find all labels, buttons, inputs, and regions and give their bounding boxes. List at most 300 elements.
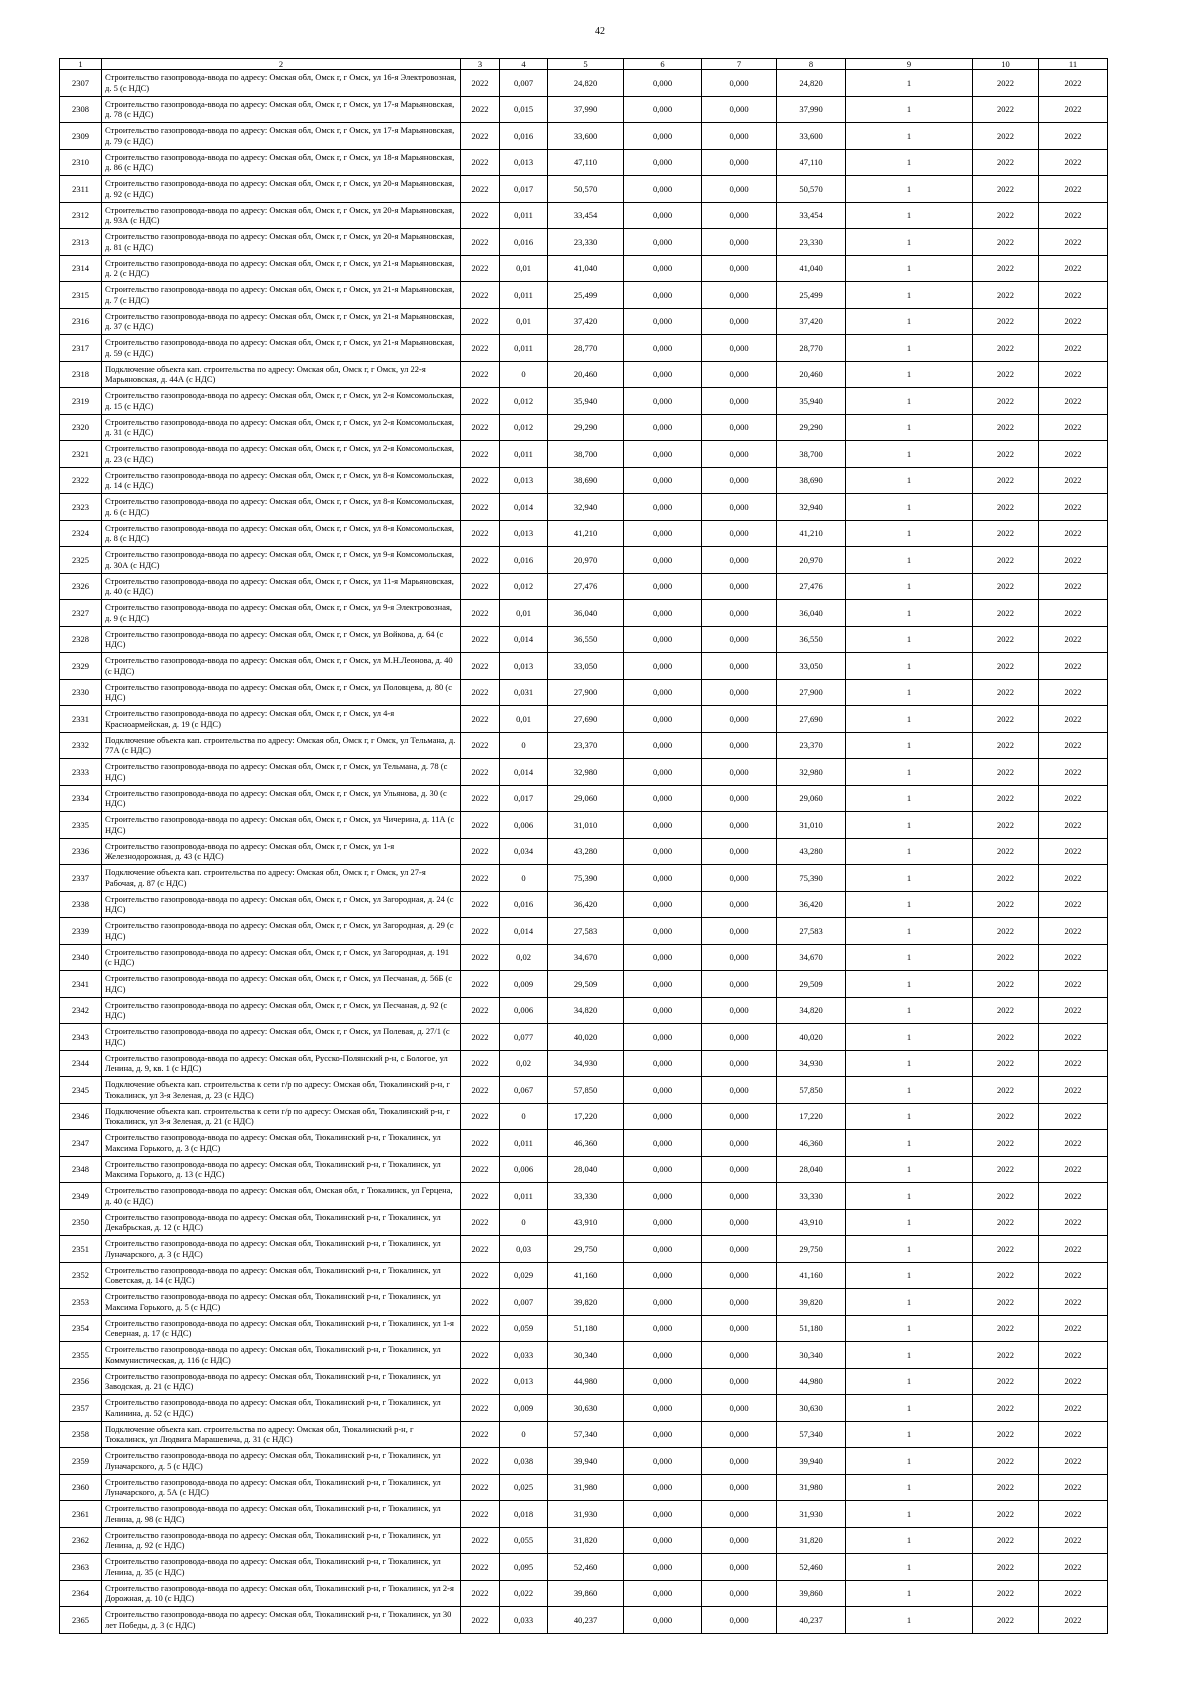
- value-cell: 0,000: [702, 573, 777, 600]
- value-cell: 23,330: [548, 229, 624, 256]
- project-name-cell: Строительство газопровода-ввода по адресу: Омская обл, Омск г, г Омск, ул 8-я Комсомольская, д. 6 (с НДС): [102, 494, 461, 521]
- value-cell: 1: [846, 971, 973, 998]
- row-number-cell: 2317: [60, 335, 102, 362]
- value-cell: 2022: [461, 1289, 500, 1316]
- value-cell: 0,000: [624, 1024, 702, 1051]
- value-cell: 0,000: [624, 679, 702, 706]
- table-row: [60, 520, 1108, 547]
- table-row: [60, 494, 1108, 521]
- value-cell: 2022: [461, 1554, 500, 1581]
- value-cell: 41,210: [777, 520, 846, 547]
- project-name-cell: Подключение объекта кап. строительства по адресу: Омская обл, Омск г, г Омск, ул 27-я Рабочая, д. 87 (с НДС): [102, 865, 461, 892]
- value-cell: 24,820: [548, 70, 624, 97]
- value-cell: 1: [846, 335, 973, 362]
- value-cell: 2022: [1039, 1077, 1108, 1104]
- value-cell: 2022: [973, 1554, 1039, 1581]
- table-row: [60, 944, 1108, 971]
- value-cell: 0,000: [624, 944, 702, 971]
- value-cell: 2022: [973, 361, 1039, 388]
- value-cell: 2022: [973, 1262, 1039, 1289]
- value-cell: 2022: [1039, 202, 1108, 229]
- value-cell: 31,010: [777, 812, 846, 839]
- value-cell: 29,290: [777, 414, 846, 441]
- value-cell: 0,009: [500, 1395, 548, 1422]
- row-number-cell: 2345: [60, 1077, 102, 1104]
- value-cell: 1: [846, 838, 973, 865]
- value-cell: 0,000: [624, 1183, 702, 1210]
- value-cell: 40,237: [777, 1607, 846, 1634]
- value-cell: 41,160: [777, 1262, 846, 1289]
- value-cell: 0: [500, 1209, 548, 1236]
- value-cell: 0,01: [500, 308, 548, 335]
- value-cell: 23,330: [777, 229, 846, 256]
- value-cell: 0,000: [702, 838, 777, 865]
- row-number-cell: 2357: [60, 1395, 102, 1422]
- value-cell: 2022: [461, 759, 500, 786]
- value-cell: 0,006: [500, 997, 548, 1024]
- row-number-cell: 2360: [60, 1474, 102, 1501]
- row-number-cell: 2326: [60, 573, 102, 600]
- value-cell: 2022: [1039, 1580, 1108, 1607]
- row-number-cell: 2348: [60, 1156, 102, 1183]
- table-row: [60, 1474, 1108, 1501]
- table-row: [60, 149, 1108, 176]
- project-name-cell: Строительство газопровода-ввода по адресу: Омская обл, Омск г, г Омск, ул Загородная, д. 24 (с НДС): [102, 891, 461, 918]
- value-cell: 2022: [973, 1607, 1039, 1634]
- row-number-cell: 2347: [60, 1130, 102, 1157]
- value-cell: 2022: [461, 414, 500, 441]
- project-name-cell: Строительство газопровода-ввода по адресу: Омская обл, Омск г, г Омск, ул 2-я Комсомольская, д. 23 (с НДС): [102, 441, 461, 468]
- row-number-cell: 2355: [60, 1342, 102, 1369]
- project-name-cell: Строительство газопровода-ввода по адресу: Омская обл, Тюкалинский р-н, г Тюкалинск, ул Ленина, д. 98 (с НДС): [102, 1501, 461, 1528]
- value-cell: 0,000: [702, 1209, 777, 1236]
- value-cell: 1: [846, 918, 973, 945]
- value-cell: 0,014: [500, 918, 548, 945]
- row-number-cell: 2359: [60, 1448, 102, 1475]
- value-cell: 0,000: [702, 812, 777, 839]
- value-cell: 1: [846, 706, 973, 733]
- row-number-cell: 2363: [60, 1554, 102, 1581]
- value-cell: 2022: [461, 361, 500, 388]
- value-cell: 0,000: [702, 1501, 777, 1528]
- value-cell: 2022: [461, 335, 500, 362]
- value-cell: 1: [846, 1421, 973, 1448]
- row-number-cell: 2337: [60, 865, 102, 892]
- value-cell: 57,850: [548, 1077, 624, 1104]
- table-row: [60, 467, 1108, 494]
- row-number-cell: 2321: [60, 441, 102, 468]
- value-cell: 1: [846, 997, 973, 1024]
- value-cell: 2022: [1039, 1156, 1108, 1183]
- value-cell: 2022: [973, 414, 1039, 441]
- value-cell: 0,000: [702, 1156, 777, 1183]
- value-cell: 0,000: [702, 1315, 777, 1342]
- value-cell: 31,820: [548, 1527, 624, 1554]
- value-cell: 1: [846, 1156, 973, 1183]
- value-cell: 2022: [1039, 1607, 1108, 1634]
- value-cell: 2022: [973, 1077, 1039, 1104]
- value-cell: 2022: [973, 1368, 1039, 1395]
- value-cell: 2022: [1039, 706, 1108, 733]
- table-row: [60, 1156, 1108, 1183]
- value-cell: 1: [846, 123, 973, 150]
- value-cell: 0,000: [624, 732, 702, 759]
- value-cell: 2022: [461, 1130, 500, 1157]
- value-cell: 0,000: [702, 1183, 777, 1210]
- value-cell: 0,000: [624, 1342, 702, 1369]
- value-cell: 2022: [1039, 308, 1108, 335]
- table-row: [60, 653, 1108, 680]
- project-name-cell: Подключение объекта кап. строительства по адресу: Омская обл, Тюкалинский р-н, г Тюкалинск, ул Людвига Марашевича, д. 31 (с НДС): [102, 1421, 461, 1448]
- value-cell: 28,040: [777, 1156, 846, 1183]
- value-cell: 0,000: [702, 282, 777, 309]
- table-row: [60, 255, 1108, 282]
- value-cell: 2022: [973, 1103, 1039, 1130]
- project-name-cell: Подключение объекта кап. строительства по адресу: Омская обл, Омск г, г Омск, ул Тельмана, д. 77А (с НДС): [102, 732, 461, 759]
- column-number-header: 8: [777, 59, 846, 70]
- value-cell: 2022: [973, 1209, 1039, 1236]
- project-name-cell: Строительство газопровода-ввода по адресу: Омская обл, Омск г, г Омск, ул 20-я Марьяновская, д. 92 (с НДС): [102, 176, 461, 203]
- value-cell: 1: [846, 1103, 973, 1130]
- table-row: [60, 600, 1108, 627]
- value-cell: 2022: [461, 1262, 500, 1289]
- value-cell: 0,067: [500, 1077, 548, 1104]
- value-cell: 2022: [1039, 123, 1108, 150]
- value-cell: 0,031: [500, 679, 548, 706]
- value-cell: 27,690: [548, 706, 624, 733]
- value-cell: 1: [846, 388, 973, 415]
- value-cell: 2022: [1039, 918, 1108, 945]
- value-cell: 1: [846, 1554, 973, 1581]
- value-cell: 2022: [461, 891, 500, 918]
- value-cell: 0,013: [500, 520, 548, 547]
- table-row: [60, 812, 1108, 839]
- value-cell: 2022: [973, 1236, 1039, 1263]
- value-cell: 1: [846, 1050, 973, 1077]
- value-cell: 2022: [973, 1501, 1039, 1528]
- value-cell: 2022: [461, 1342, 500, 1369]
- value-cell: 0,000: [624, 1395, 702, 1422]
- table-row: [60, 732, 1108, 759]
- value-cell: 2022: [973, 1395, 1039, 1422]
- value-cell: 1: [846, 1315, 973, 1342]
- value-cell: 50,570: [548, 176, 624, 203]
- project-name-cell: Строительство газопровода-ввода по адресу: Омская обл, Тюкалинский р-н, г Тюкалинск, ул 1-я Северная, д. 17 (с НДС): [102, 1315, 461, 1342]
- value-cell: 2022: [1039, 441, 1108, 468]
- value-cell: 0,000: [702, 520, 777, 547]
- value-cell: 2022: [973, 149, 1039, 176]
- value-cell: 1: [846, 1580, 973, 1607]
- value-cell: 0,000: [702, 1236, 777, 1263]
- value-cell: 36,420: [548, 891, 624, 918]
- value-cell: 0: [500, 1421, 548, 1448]
- value-cell: 0,000: [624, 1421, 702, 1448]
- value-cell: 47,110: [777, 149, 846, 176]
- value-cell: 1: [846, 441, 973, 468]
- value-cell: 0,000: [702, 308, 777, 335]
- value-cell: 0,033: [500, 1342, 548, 1369]
- value-cell: 0,016: [500, 547, 548, 574]
- value-cell: 29,750: [548, 1236, 624, 1263]
- project-name-cell: Строительство газопровода-ввода по адресу: Омская обл, Омск г, г Омск, ул Тельмана, д. 78 (с НДС): [102, 759, 461, 786]
- value-cell: 2022: [973, 335, 1039, 362]
- project-name-cell: Строительство газопровода-ввода по адресу: Омская обл, Омск г, г Омск, ул 9-я Комсомольская, д. 30А (с НДС): [102, 547, 461, 574]
- project-name-cell: Строительство газопровода-ввода по адресу: Омская обл, Тюкалинский р-н, г Тюкалинск, ул 30 лет Победы, д. 3 (с НДС): [102, 1607, 461, 1634]
- value-cell: 1: [846, 1527, 973, 1554]
- value-cell: 2022: [1039, 1448, 1108, 1475]
- value-cell: 0,000: [624, 361, 702, 388]
- value-cell: 2022: [461, 679, 500, 706]
- value-cell: 0,025: [500, 1474, 548, 1501]
- project-name-cell: Подключение объекта кап. строительства к сети г/р по адресу: Омская обл, Тюкалинский р-н, г Тюкалинск, ул 3-я Зеленая, д. 23 (с НДС): [102, 1077, 461, 1104]
- value-cell: 27,476: [548, 573, 624, 600]
- value-cell: 0,000: [702, 1262, 777, 1289]
- value-cell: 0,01: [500, 255, 548, 282]
- table-row: [60, 759, 1108, 786]
- value-cell: 0,000: [624, 176, 702, 203]
- value-cell: 28,770: [777, 335, 846, 362]
- row-number-cell: 2322: [60, 467, 102, 494]
- row-number-cell: 2332: [60, 732, 102, 759]
- value-cell: 37,990: [548, 96, 624, 123]
- value-cell: 34,820: [548, 997, 624, 1024]
- value-cell: 33,600: [777, 123, 846, 150]
- value-cell: 0,013: [500, 1368, 548, 1395]
- value-cell: 33,454: [777, 202, 846, 229]
- value-cell: 30,340: [548, 1342, 624, 1369]
- row-number-cell: 2354: [60, 1315, 102, 1342]
- value-cell: 0,000: [702, 1474, 777, 1501]
- value-cell: 27,476: [777, 573, 846, 600]
- value-cell: 31,010: [548, 812, 624, 839]
- value-cell: 2022: [1039, 229, 1108, 256]
- value-cell: 1: [846, 1342, 973, 1369]
- value-cell: 43,280: [548, 838, 624, 865]
- row-number-cell: 2333: [60, 759, 102, 786]
- value-cell: 28,770: [548, 335, 624, 362]
- value-cell: 2022: [973, 520, 1039, 547]
- project-name-cell: Строительство газопровода-ввода по адресу: Омская обл, Омск г, г Омск, ул 21-я Марьяновская, д. 7 (с НДС): [102, 282, 461, 309]
- value-cell: 2022: [461, 1236, 500, 1263]
- row-number-cell: 2307: [60, 70, 102, 97]
- project-name-cell: Строительство газопровода-ввода по адресу: Омская обл, Тюкалинский р-н, г Тюкалинск, ул Максима Горького, д. 5 (с НДС): [102, 1289, 461, 1316]
- value-cell: 51,180: [777, 1315, 846, 1342]
- value-cell: 2022: [1039, 785, 1108, 812]
- value-cell: 2022: [1039, 1527, 1108, 1554]
- project-name-cell: Строительство газопровода-ввода по адресу: Омская обл, Омск г, г Омск, ул 17-я Марьяновская, д. 78 (с НДС): [102, 96, 461, 123]
- project-name-cell: Строительство газопровода-ввода по адресу: Омская обл, Тюкалинский р-н, г Тюкалинск, ул Заводская, д. 21 (с НДС): [102, 1368, 461, 1395]
- project-name-cell: Строительство газопровода-ввода по адресу: Омская обл, Омск г, г Омск, ул Загородная, д. 29 (с НДС): [102, 918, 461, 945]
- table-row: [60, 838, 1108, 865]
- value-cell: 0,000: [702, 229, 777, 256]
- value-cell: 2022: [461, 96, 500, 123]
- value-cell: 0: [500, 1103, 548, 1130]
- value-cell: 37,990: [777, 96, 846, 123]
- value-cell: 17,220: [548, 1103, 624, 1130]
- value-cell: 0,015: [500, 96, 548, 123]
- value-cell: 0,000: [702, 1607, 777, 1634]
- value-cell: 0,000: [624, 70, 702, 97]
- value-cell: 2022: [461, 812, 500, 839]
- value-cell: 0,000: [624, 1050, 702, 1077]
- project-name-cell: Строительство газопровода-ввода по адресу: Омская обл, Омск г, г Омск, ул М.Н.Леонова, д. 40 (с НДС): [102, 653, 461, 680]
- value-cell: 2022: [461, 1209, 500, 1236]
- value-cell: 2022: [461, 229, 500, 256]
- value-cell: 1: [846, 1289, 973, 1316]
- value-cell: 0,000: [624, 971, 702, 998]
- value-cell: 0,059: [500, 1315, 548, 1342]
- value-cell: 2022: [461, 838, 500, 865]
- value-cell: 1: [846, 1474, 973, 1501]
- value-cell: 0,000: [624, 308, 702, 335]
- project-name-cell: Строительство газопровода-ввода по адресу: Омская обл, Тюкалинский р-н, г Тюкалинск, ул Луначарского, д. 5 (с НДС): [102, 1448, 461, 1475]
- value-cell: 0,000: [624, 1527, 702, 1554]
- project-name-cell: Строительство газопровода-ввода по адресу: Омская обл, Омск г, г Омск, ул 2-я Комсомольская, д. 15 (с НДС): [102, 388, 461, 415]
- value-cell: 0,000: [624, 1262, 702, 1289]
- value-cell: 2022: [1039, 812, 1108, 839]
- value-cell: 2022: [1039, 1024, 1108, 1051]
- value-cell: 2022: [1039, 1103, 1108, 1130]
- value-cell: 17,220: [777, 1103, 846, 1130]
- row-number-cell: 2346: [60, 1103, 102, 1130]
- value-cell: 0,000: [702, 1421, 777, 1448]
- table-row: [60, 1607, 1108, 1634]
- value-cell: 2022: [1039, 282, 1108, 309]
- value-cell: 2022: [973, 1130, 1039, 1157]
- value-cell: 0,000: [702, 918, 777, 945]
- value-cell: 2022: [461, 441, 500, 468]
- value-cell: 0,011: [500, 1183, 548, 1210]
- project-name-cell: Строительство газопровода-ввода по адресу: Омская обл, Омск г, г Омск, ул 20-я Марьяновская, д. 81 (с НДС): [102, 229, 461, 256]
- value-cell: 27,583: [777, 918, 846, 945]
- value-cell: 0,000: [624, 123, 702, 150]
- value-cell: 57,340: [548, 1421, 624, 1448]
- value-cell: 0,000: [624, 1607, 702, 1634]
- value-cell: 0,000: [624, 891, 702, 918]
- value-cell: 0,014: [500, 626, 548, 653]
- value-cell: 33,600: [548, 123, 624, 150]
- value-cell: 0,01: [500, 600, 548, 627]
- value-cell: 0,02: [500, 944, 548, 971]
- project-name-cell: Строительство газопровода-ввода по адресу: Омская обл, Тюкалинский р-н, г Тюкалинск, ул Ленина, д. 35 (с НДС): [102, 1554, 461, 1581]
- column-number-header: 6: [624, 59, 702, 70]
- value-cell: 0,095: [500, 1554, 548, 1581]
- row-number-cell: 2338: [60, 891, 102, 918]
- row-number-cell: 2335: [60, 812, 102, 839]
- table-row: [60, 679, 1108, 706]
- row-number-cell: 2324: [60, 520, 102, 547]
- value-cell: 2022: [1039, 1554, 1108, 1581]
- value-cell: 0,000: [624, 1156, 702, 1183]
- value-cell: 2022: [973, 282, 1039, 309]
- value-cell: 2022: [461, 1156, 500, 1183]
- value-cell: 40,020: [777, 1024, 846, 1051]
- value-cell: 33,454: [548, 202, 624, 229]
- value-cell: 1: [846, 1077, 973, 1104]
- value-cell: 2022: [973, 388, 1039, 415]
- value-cell: 2022: [1039, 149, 1108, 176]
- table-row: [60, 229, 1108, 256]
- value-cell: 2022: [461, 1050, 500, 1077]
- row-number-cell: 2329: [60, 653, 102, 680]
- table-row: [60, 547, 1108, 574]
- row-number-cell: 2351: [60, 1236, 102, 1263]
- project-name-cell: Строительство газопровода-ввода по адресу: Омская обл, Омск г, г Омск, ул Половцева, д. 80 (с НДС): [102, 679, 461, 706]
- value-cell: 2022: [461, 1183, 500, 1210]
- value-cell: 0,018: [500, 1501, 548, 1528]
- value-cell: 0,000: [624, 1209, 702, 1236]
- table-row: [60, 1262, 1108, 1289]
- value-cell: 50,570: [777, 176, 846, 203]
- value-cell: 34,930: [777, 1050, 846, 1077]
- table-row: [60, 1421, 1108, 1448]
- value-cell: 0,03: [500, 1236, 548, 1263]
- value-cell: 44,980: [548, 1368, 624, 1395]
- table-row: [60, 1183, 1108, 1210]
- value-cell: 0,017: [500, 176, 548, 203]
- value-cell: 34,820: [777, 997, 846, 1024]
- value-cell: 0,000: [624, 600, 702, 627]
- value-cell: 75,390: [548, 865, 624, 892]
- value-cell: 2022: [973, 679, 1039, 706]
- value-cell: 0,000: [702, 732, 777, 759]
- project-name-cell: Строительство газопровода-ввода по адресу: Омская обл, Омск г, г Омск, ул 11-я Марьяновская, д. 40 (с НДС): [102, 573, 461, 600]
- value-cell: 0,000: [624, 1236, 702, 1263]
- row-number-cell: 2314: [60, 255, 102, 282]
- value-cell: 27,583: [548, 918, 624, 945]
- value-cell: 36,550: [777, 626, 846, 653]
- value-cell: 1: [846, 520, 973, 547]
- value-cell: 0,000: [624, 441, 702, 468]
- value-cell: 43,910: [548, 1209, 624, 1236]
- value-cell: 25,499: [777, 282, 846, 309]
- project-name-cell: Строительство газопровода-ввода по адресу: Омская обл, Омск г, г Омск, ул 16-я Электровозная, д. 5 (с НДС): [102, 70, 461, 97]
- table-row: [60, 441, 1108, 468]
- value-cell: 2022: [1039, 1421, 1108, 1448]
- value-cell: 0,011: [500, 335, 548, 362]
- value-cell: 41,210: [548, 520, 624, 547]
- value-cell: 39,860: [777, 1580, 846, 1607]
- value-cell: 2022: [1039, 865, 1108, 892]
- table-row: [60, 1580, 1108, 1607]
- project-name-cell: Строительство газопровода-ввода по адресу: Омская обл, Омск г, г Омск, ул Песчаная, д. 92 (с НДС): [102, 997, 461, 1024]
- value-cell: 1: [846, 1236, 973, 1263]
- value-cell: 0,029: [500, 1262, 548, 1289]
- value-cell: 0,000: [624, 812, 702, 839]
- value-cell: 0,000: [702, 679, 777, 706]
- row-number-cell: 2352: [60, 1262, 102, 1289]
- value-cell: 75,390: [777, 865, 846, 892]
- value-cell: 0,000: [702, 176, 777, 203]
- value-cell: 0,000: [702, 653, 777, 680]
- value-cell: 0,000: [702, 414, 777, 441]
- value-cell: 1: [846, 70, 973, 97]
- value-cell: 0,011: [500, 282, 548, 309]
- table-row: [60, 1209, 1108, 1236]
- page-number: 42: [595, 26, 605, 37]
- value-cell: 2022: [973, 1315, 1039, 1342]
- value-cell: 2022: [973, 1050, 1039, 1077]
- value-cell: 0,000: [624, 229, 702, 256]
- value-cell: 32,940: [777, 494, 846, 521]
- value-cell: 28,040: [548, 1156, 624, 1183]
- value-cell: 0,000: [624, 149, 702, 176]
- value-cell: 2022: [461, 1580, 500, 1607]
- value-cell: 0,02: [500, 1050, 548, 1077]
- table-row: [60, 706, 1108, 733]
- value-cell: 33,050: [777, 653, 846, 680]
- row-number-cell: 2340: [60, 944, 102, 971]
